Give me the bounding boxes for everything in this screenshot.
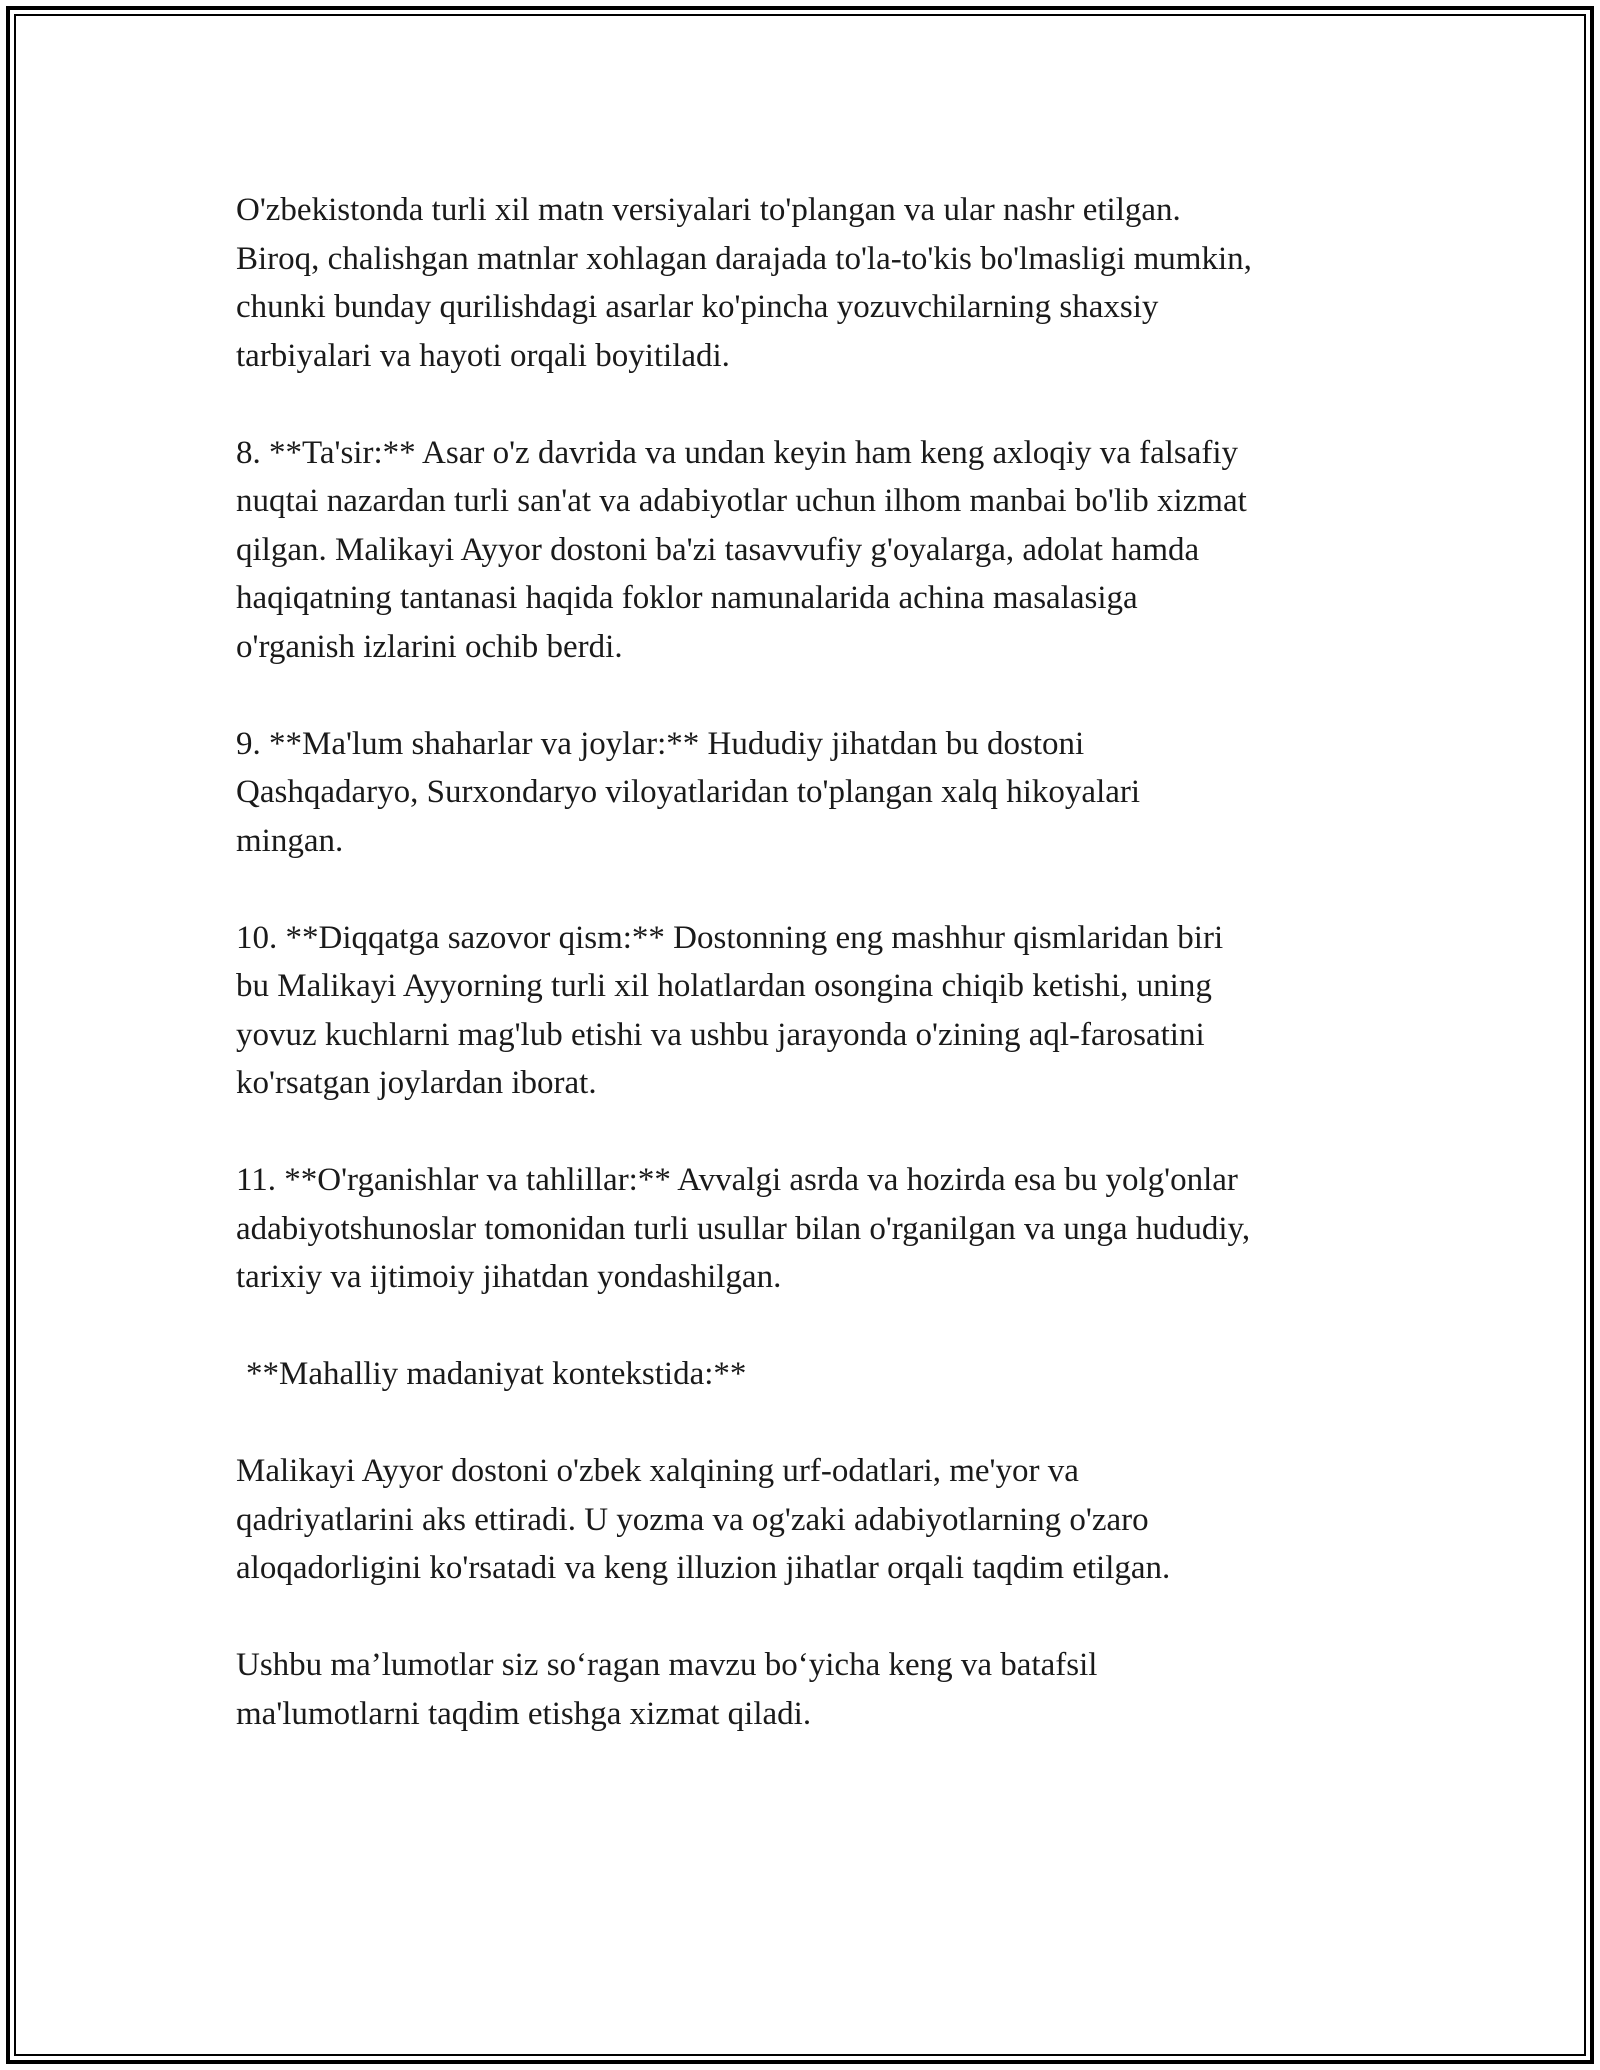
paragraph-item-10-notable-part: 10. **Diqqatga sazovor qism:** Dostonning eng mashhur qismlaridan biri bu Malikayi Ayyorning turli xil holatlardan osongina chiqib ketishi, uning yovuz kuchlarni mag'lub etishi va ushbu jarayonda o'zining aql-farosatini ko'rsatgan joylardan iborat. bbox=[236, 919, 1224, 1101]
paragraph-local-culture: Malikayi Ayyor dostoni o'zbek xalqining urf-odatlari, me'yor va qadriyatlarini aks ettiradi. U yozma va og'zaki adabiyotlarning o'zaro aloqadorligini ko'rsatadi va keng illuzion jihatlar orqali taqdim etilgan. bbox=[236, 1453, 1171, 1586]
paragraph-text-versions: O'zbekistonda turli xil matn versiyalari to'plangan va ular nashr etilgan. Biroq, chalishgan matnlar xohlagan darajada to'la-to'kis bo'lmasligi mumkin, chunki bunday qurilishdagi asarlar ko'pincha yozuvchilarning shaxsiy tarbiyalari va hayoti orqali boyitiladi. bbox=[236, 192, 1252, 374]
paragraph-item-11-studies: 11. **O'rganishlar va tahlillar:** Avvalgi asrda va hozirda esa bu yolg'onlar adabiyotshunoslar tomonidan turli usullar bilan o'rganilgan va unga hududiy, tarixiy va ijtimoiy jihatdan yondashilgan. bbox=[236, 1162, 1251, 1295]
section-heading-local-culture: **Mahalliy madaniyat kontekstida:** bbox=[246, 1356, 747, 1392]
paragraph-item-8-influence: 8. **Ta'sir:** Asar o'z davrida va undan keyin ham keng axloqiy va falsafiy nuqtai nazardan turli san'at va adabiyotlar uchun ilhom manbai bo'lib xizmat qilgan. Malikayi Ayyor dostoni ba'zi tasavvufiy g'oyalarga, adolat hamda haqiqatning tantanasi haqida foklor namunalarida achina masalasiga o'rganish izlarini ochib berdi. bbox=[236, 434, 1247, 665]
paragraph-item-9-places: 9. **Ma'lum shaharlar va joylar:** Hududiy jihatdan bu dostoni Qashqadaryo, Surxondaryo viloyatlaridan to'plangan xalq hikoyalari mingan. bbox=[236, 725, 1141, 859]
document-body bbox=[236, 186, 1386, 1787]
paragraph-closing: Ushbu ma’lumotlar siz so‘ragan mavzu bo‘yicha keng va batafsil ma'lumotlarni taqdim etishga xizmat qiladi. bbox=[236, 1647, 1098, 1732]
